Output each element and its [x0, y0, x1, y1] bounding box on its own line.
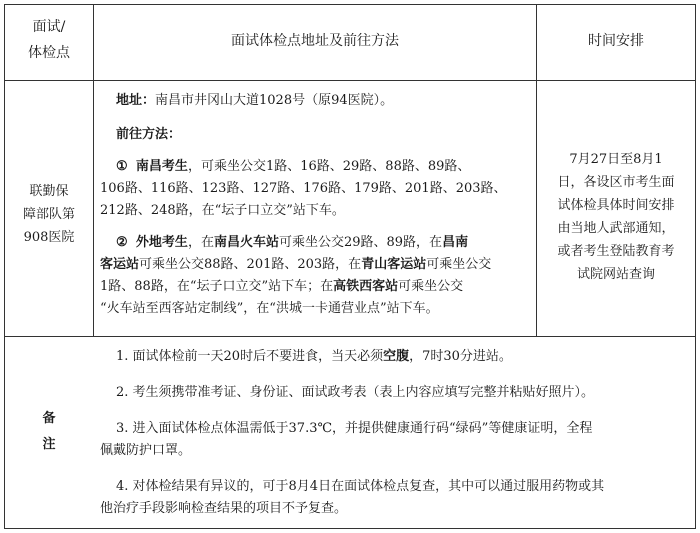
address-block [100, 90, 532, 320]
table-border-top [4, 4, 696, 5]
address-line: 地址：南昌市井冈山大道1028号（原94医院）。 [116, 93, 394, 108]
header-address: 面试体检点地址及前往方法 [231, 33, 399, 49]
col-divider-2 [536, 4, 537, 337]
note-2: 2. 考生须携带准考证、身份证、面试政考表（表上内容应填写完整并粘贴好照片）。 [116, 385, 595, 400]
note-4: 4. 对体检结果有异议的，可于8月4日在面试体检点复查，其中可以通过服用药物或其 他治疗手段影响检查结果的项目不予复查。 [100, 479, 605, 516]
time-arrangement: 7月27日至8月1 日，各设区市考生面 试体检具体时间安排 由当地人武部通知， 或者考生登陆教育考 试院网站查询 [557, 152, 675, 282]
header-location: 面试/ 体检点 [28, 19, 70, 61]
row-divider-notes [4, 336, 696, 337]
route-label: 前往方法： [116, 127, 182, 142]
table-border-bottom [4, 528, 696, 529]
route-local: ① 南昌考生，可乘坐公交1路、16路、29路、88路、89路、 106路、116路、123路、127路、176路、179路、201路、203路、 212路、248路，在“坛子口立交”站下车。 [100, 159, 507, 218]
route-outside: ② 外地考生，在南昌火车站可乘坐公交29路、89路，在昌南 客运站可乘坐公交88路、201路、203路，在青山客运站可乘坐公交 1路、88路，在“坛子口立交”站下车；在高铁西客站可乘坐公交 “火车站至西客站定制线”，在“洪城一卡通营业点”站下车。 [100, 235, 492, 316]
notes-content [100, 346, 688, 520]
row-divider-header [4, 80, 696, 81]
location-name: 联勤保 障部队第 908医院 [22, 184, 75, 245]
notes-label: 备 注 [42, 411, 56, 452]
header-time: 时间安排 [588, 33, 644, 49]
note-3: 3. 进入面试体检点体温需低于37.3℃，并提供健康通行码“绿码”等健康证明，全程 佩戴防护口罩。 [100, 421, 593, 458]
note-1: 1. 面试体检前一天20时后不要进食，当天必须空腹，7时30分进站。 [116, 349, 512, 364]
table-border-right [695, 4, 696, 529]
col-divider-1 [93, 4, 94, 337]
